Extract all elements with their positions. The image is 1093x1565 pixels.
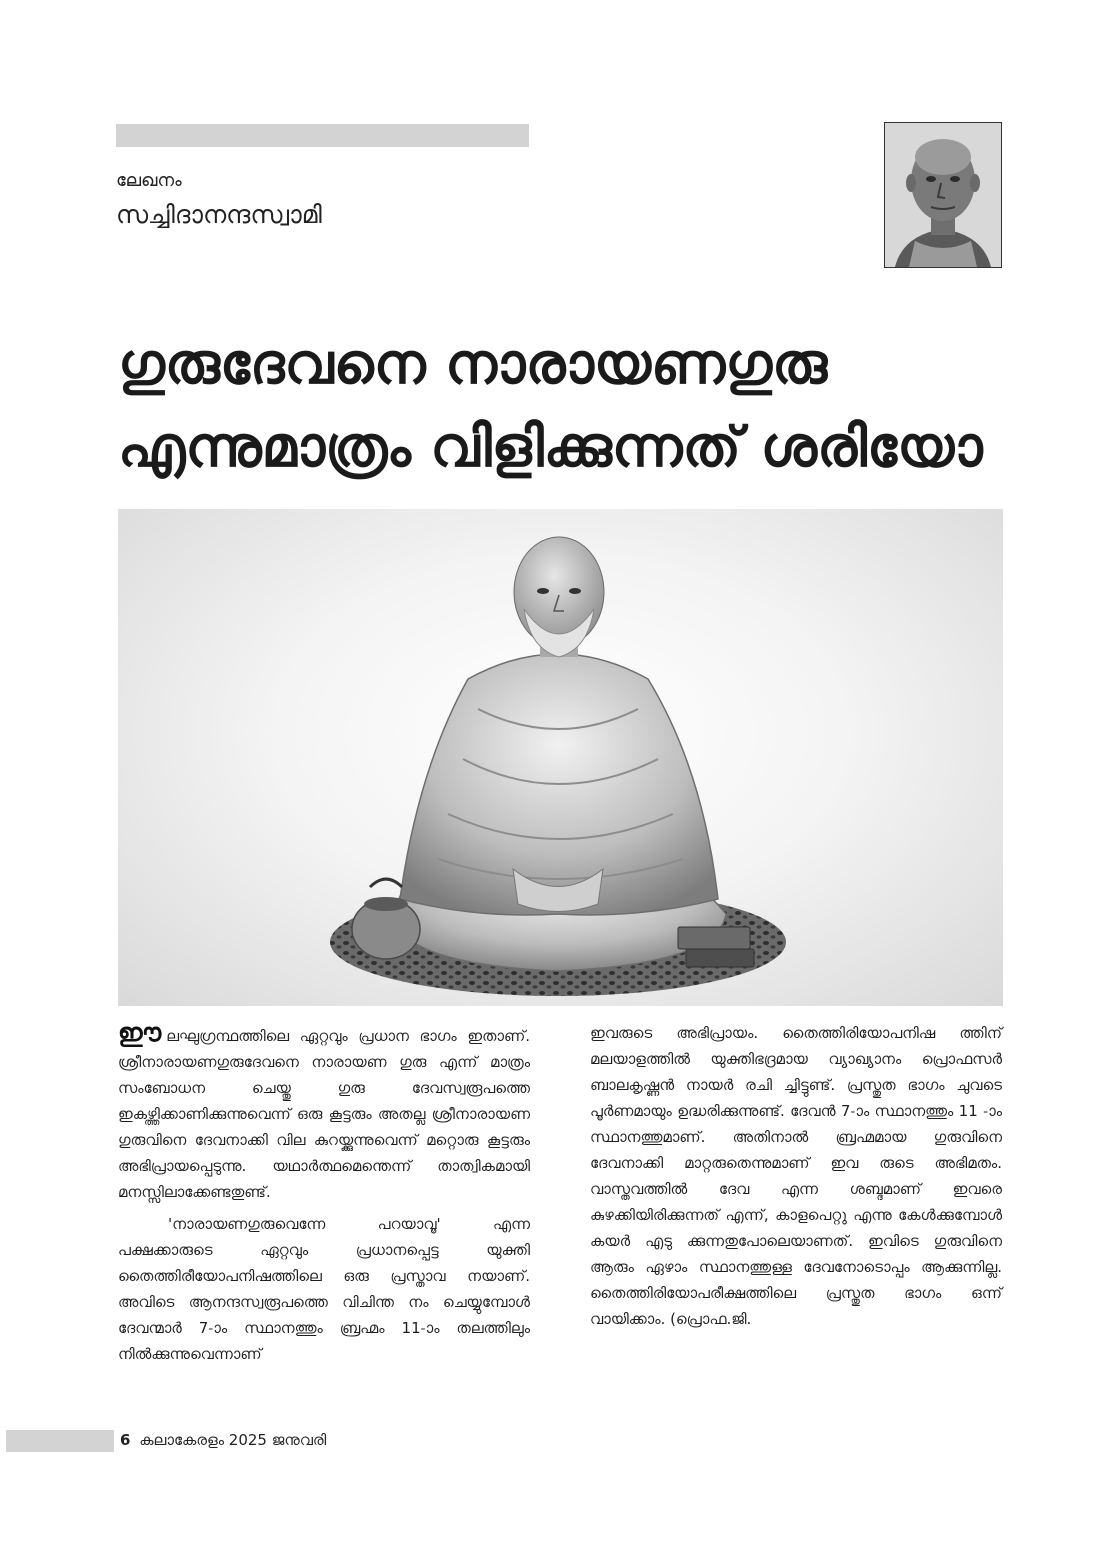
headline-line-2: എന്നുമാത്രം വിളിക്കുന്നത് ശരിയോ [118, 415, 983, 480]
article-paragraph [118, 1020, 530, 1205]
article-paragraph: ഇവരുടെ അഭിപ്രായം. തൈത്തിരിയോപനിഷ ത്തിന് മലയാളത്തിൽ യുക്തിഭദ്രമായ വ്യാഖ്യാനം പ്രൊഫസർ ബാലകൃഷ്ണൻ നായർ രചി ച്ചിട്ടുണ്ട്. പ്രസ്തുത ഭാഗം ചുവടെ പൂർണമായും ഉദ്ധരിക്കുന്നുണ്ട്. ദേവൻ 7-ാം സ്ഥാനത്തും 11 -ാം സ്ഥാനത്തുമാണ്. അതിനാൽ ബ്രഹ്മമായ ഗുരുവിനെ ദേവനാക്കി മാറ്റരുതെന്നുമാണ് ഇവ രുടെ അഭിമതം. വാസ്തവത്തിൽ ദേവ എന്ന ശബ്ദമാണ് ഇവരെ കുഴക്കിയിരിക്കുന്നത് എന്ന്, കാളപെറ്റു എന്നു കേൾക്കുമ്പോൾ കയർ എടു ക്കുന്നതുപോലെയാണത്. ഇവിടെ ഗുരുവിനെ ആരും ഏഴാം സ്ഥാനത്തുള്ള ദേവനോടൊപ്പം ആക്കുന്നില്ല. തൈത്തിരിയോപരീക്ഷത്തിലെ പ്രസ്തുത ഭാഗം ഒന്ന് വായിക്കാം. (പ്രൊഫ.ജി. [590, 1024, 1002, 1328]
author-byline: സച്ചിദാനന്ദസ്വാമി [116, 200, 322, 229]
publication-name: കലാകേരളം 2025 ജനുവരി [139, 1431, 327, 1449]
article-paragraph: 'നാരായണഗുരുവെന്നേ പറയാവൂ' എന്ന പക്ഷക്കാരുടെ ഏറ്റവും പ്രധാനപ്പെട്ട യുക്തി തൈത്തിരീയോപനിഷത്തിലെ ഒരു പ്രസ്താവ നയാണ്. അവിടെ ആനന്ദസ്വരൂപത്തെ വിചിന്ത നം ചെയ്യുമ്പോൾ ദേവന്മാർ 7-ാം സ്ഥാനത്തും ബ്രഹ്മം 11-ാം തലത്തിലും നിൽക്കുന്നുവെന്നാണ് [118, 1215, 530, 1363]
headline-line-1: ഗുരുദേവനെ നാരായണഗുരു [118, 332, 828, 397]
author-photo [884, 122, 1002, 268]
section-rule-bar [116, 124, 529, 147]
page-number: 6 [120, 1431, 131, 1449]
article-column-left [118, 1020, 530, 1367]
page-footer [120, 1431, 326, 1449]
footer-rule-bar [6, 1430, 114, 1452]
article-column-right [590, 1020, 1002, 1332]
section-label: ലേഖനം [116, 170, 182, 191]
hero-illustration [118, 509, 1003, 1006]
paragraph-text: ലഘുഗ്രന്ഥത്തിലെ ഏറ്റവും പ്രധാന ഭാഗം ഇതാണ്. ശ്രീനാരായണഗുരുദേവനെ നാരായണ ഗുരു എന്ന് മാത്രം സംബോധന ചെയ്തു ഗുരു ദേവസ്വരൂപത്തെ ഇകഴ്ത്തിക്കാണിക്കുന്നുവെന്ന് ഒരു കൂട്ടരും അതല്ല ശ്രീനാരായണ ഗുരുവിനെ ദേവനാക്കി വില കുറയ്ക്കുന്നുവെന്ന് മറ്റൊരു കൂട്ടരും അഭിപ്രായപ്പെടുന്നു. യഥാർത്ഥമെന്തെന്ന് താത്വികമായി മനസ്സിലാക്കേണ്ടതുണ്ട്. [118, 1027, 530, 1201]
drop-cap: ഈ [118, 1018, 162, 1047]
